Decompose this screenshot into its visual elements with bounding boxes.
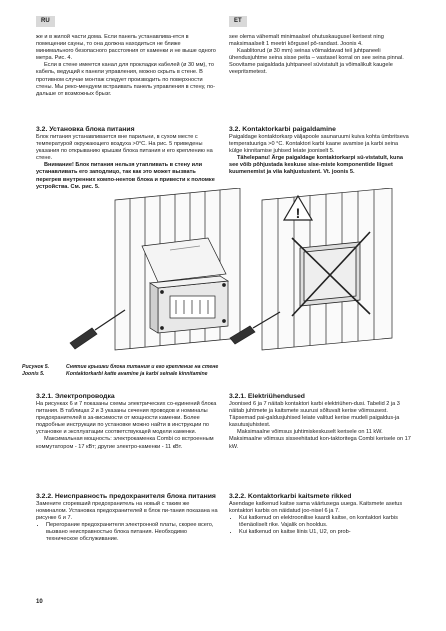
caption-et-label: Joonis 5. [22, 370, 45, 377]
ru-3-2-warning: Внимание! Блок питания нельзя утапливать в стену или устанавливать его заподлицо, так как это может вызвать перегрев внутренних компо-нентов блока и привести к поломке устройства. См. рис. 5. [36, 162, 215, 190]
ru-section-3-2-2 [36, 493, 218, 544]
ru-heading-3-2-1: 3.2.1. Электропроводка [36, 393, 115, 400]
ru-heading-3-2-2: 3.2.2. Неисправность предохранителя блока питания [36, 493, 216, 500]
et-heading-3-2-1: 3.2.1. Elektriühendused [229, 393, 305, 400]
figure-5-caption [22, 364, 218, 377]
et-intro [229, 34, 412, 77]
et-3-2-2-p1: Asendage katkenud kaitse sama väärtusega uuega. Kaitsmete asetus kontaktori karbis on näidatud joo-nisel 6 ja 7. [229, 501, 403, 515]
et-3-2-1-p2: Maksimaalne võimsus juhtimiskeskuselt kerisele on 11 kW. Maksimaalne võimsus sisseehitatud kon-taktoritega Combi kerisele on 17 kW. [229, 429, 411, 450]
et-section-3-2-2 [229, 493, 412, 536]
et-heading-3-2: 3.2. Kontaktorkarbi paigaldamine [229, 126, 336, 133]
lang-tag-ru: RU [36, 16, 55, 27]
ru-3-2-1-p1: На рисунках 6 и 7 показаны схемы электрических со-единений блока питания. В таблицах 2 и 3 указаны сечения проводов и номиналы предохранителей в за-висимости от мощности каменки. Более подробные инструкции по установке можно найти в инструкции по установке и эксплуатации соответствующей модели каменки. [36, 401, 217, 436]
et-intro-p1: see olema vähemalt minimaalsel ohutuskaugusel kerisest ning maksimaalselt 1 meetri kõrgusel põ-randast. Joonis 4. [229, 34, 384, 48]
ru-3-2-2-list [36, 522, 218, 543]
et-3-2-p1: Paigaldage kontaktorkarp väljapoole saunaruumi kuiva kohta ümbritseva temperatuuriga >0 °C. Kontaktori karbi kaane avamise ja karbi seina külge kinnitamise juhised leiate jooniselt 5. [229, 134, 409, 155]
et-section-3-2 [229, 126, 412, 177]
list-item: • Kui katkenud on elektroonilise kaardi kaitse, on kontaktori karbis tõenäoliselt rike. Vajalik on hooldus. [239, 515, 412, 529]
figure-5-illustration [30, 188, 420, 360]
et-3-2-warning: Tähelepanu! Ärge paigaldage kontaktorkarpi sü-vistatult, kuna see võib põhjustada keskuse sise-miste komponentide liigset kuumenemist ja viia kahjustustent. Vt. joonis 5. [229, 155, 403, 176]
et-3-2-2-list [229, 515, 412, 536]
page-number: 10 [36, 599, 43, 605]
list-item: • Kui katkenud on kaitse liinis U1, U2, on prob- [239, 529, 412, 536]
contactor-box-open [150, 276, 228, 333]
ru-intro [36, 34, 218, 98]
et-intro-p2: Kaablitorud (ø 30 mm) seinas võimaldavad teil juhtpaneeli ühendusjuhtme seina sisse peita – vastasel korral on see seina pinnal. Soovitame paigaldada juhtpaneel süvistatult ja võimalikult kaugele veepritsmetest. [229, 48, 404, 76]
caption-ru [22, 364, 218, 371]
ru-heading-3-2: 3.2. Установка блока питания [36, 126, 135, 133]
ru-3-2-1-p2: Максимальная мощность: электрокаменка Combi со встроенным коммутатором - 17 кВт; другие электро-каменки - 11 кВт. [36, 436, 214, 450]
caption-ru-text: Снятие крышки блока питания и его крепление на стене [66, 364, 219, 370]
caption-et [22, 371, 218, 378]
et-section-3-2-1 [229, 393, 412, 451]
caption-ru-label: Рисунок 5. [22, 364, 50, 370]
caption-et-text: Kontaktorkarbi katte avamine ja karbi seinale kinnitamine [66, 370, 208, 377]
ru-3-2-2-p1: Замените сгоревший предохранитель на новый с таким же номиналом. Установка предохранителей в блок пи-тания показана на рисунке 6 и 7. [36, 501, 218, 522]
et-heading-3-2-2: 3.2.2. Kontaktorkarbi kaitsmete rikked [229, 493, 352, 500]
ru-intro-p2: Если в стене имеется канал для прокладки кабелей (ø 30 мм), то кабель, ведущий к панели управления, можно скрыть в стене. В противном случае монтаж следует производить по поверхности стены. Мы реко-мендуем встраивать панель управления в стену, по-дальше от возможных брызг. [36, 62, 215, 97]
et-3-2-1-p1: Joonised 6 ja 7 näitab kontaktori karbi elektriühen-dusi. Tabelid 2 ja 3 näitab juhtmete ja kaitsmete suurusi sõltuvalt kerise võimsusest. Täpsemad pai-galdusjuhised leiate valitud kerise mudeli paigaldus-ja kasutusjuhistest. [229, 401, 400, 429]
ru-section-3-2 [36, 126, 218, 191]
warning-mark: ! [295, 205, 301, 221]
list-item: • Перегорание предохранителя электронной платы, скорее всего, вызвано неисправностью блока питания. Необходимо техническое обслуживание. [46, 522, 218, 543]
ru-3-2-p1: Блок питания устанавливается вне парильни, в сухом месте с температурой окружающего воздуха >0°C. На рис. 5 приведены указания по открыванию крышки блока питания и его креплению на стене. [36, 134, 213, 162]
ru-section-3-2-1 [36, 393, 218, 451]
lang-tag-et: ET [229, 16, 247, 27]
ru-intro-p1: же и в жилой части дома. Если панель устанавлива-ется в помещении сауны, то она должна находиться не ближе минимального безопасного расстояния от каменки и не выше одного метра. Рис. 4. [36, 34, 216, 62]
